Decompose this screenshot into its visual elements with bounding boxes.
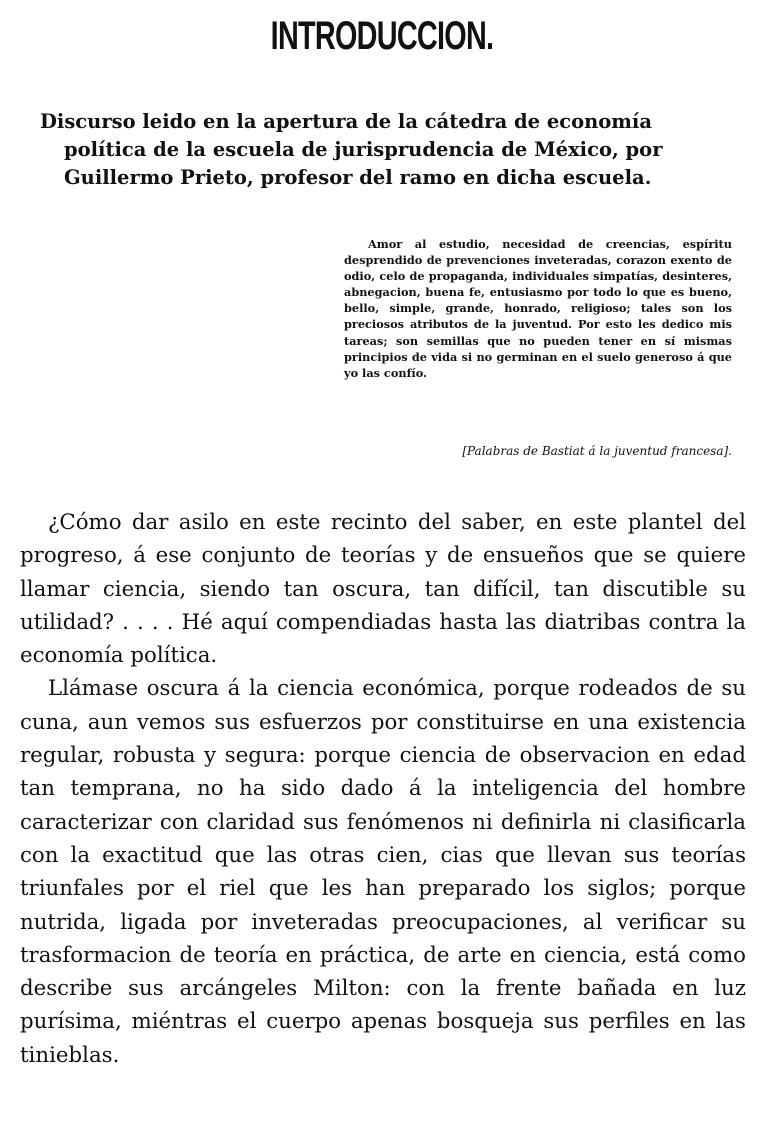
subtitle: Discurso leido en la apertura de la cátedra de economía política de la escuela de jurisprudencia de México, por Guillermo Prieto, profesor del ramo en dicha escuela. bbox=[40, 110, 663, 189]
paragraph-2: Llámase oscura á la ciencia económica, porque rodeados de su cuna, aun vemos sus esfuerzos por constituirse en una existencia regular, robusta y segura: porque ciencia de observacion en edad tan temprana, no ha sido dado á la inteligencia del hombre caracterizar con claridad sus fenómenos ni definirla ni clasificarla con la exactitud que las otras cien, cias que llevan sus teorías triunfales por el riel que les han preparado los siglos; porque nutrida, ligada por inveteradas preocupaciones, al verificar su trasformacion de teoría en práctica, de arte en ciencia, está como describe sus arcángeles Milton: con la frente bañada en luz purísima, miéntras el cuerpo apenas bosqueja sus perfiles en las tinieblas. bbox=[20, 676, 746, 1068]
paragraph-1: ¿Cómo dar asilo en este recinto del saber, en este plantel del progreso, á ese conjunto de teorías y de ensueños que se quiere llamar ciencia, siendo tan oscura, tan difícil, tan discutible su utilidad? . . . . Hé aquí compendiadas hasta las diatribas contra la economía política. bbox=[20, 510, 746, 669]
body-text bbox=[20, 506, 746, 1072]
epigraph-attribution: [Palabras de Bastiat á la juventud francesa]. bbox=[462, 444, 732, 458]
page-title: INTRODUCCION. bbox=[270, 14, 494, 58]
epigraph-quote: Amor al estudio, necesidad de creencias, espíritu desprendido de prevenciones inveteradas, corazon exento de odio, celo de propaganda, individuales simpatías, desinteres, abnegacion, buena fe, entusiasmo por todo lo que es bueno, bello, simple, grande, honrado, religioso; tales son los preciosos atributos de la juventud. Por esto les dedico mis tareas; son semillas que no pueden tener en sí mismas principios de vida si no germinan en el suelo generoso á que yo las confío. bbox=[344, 237, 732, 380]
